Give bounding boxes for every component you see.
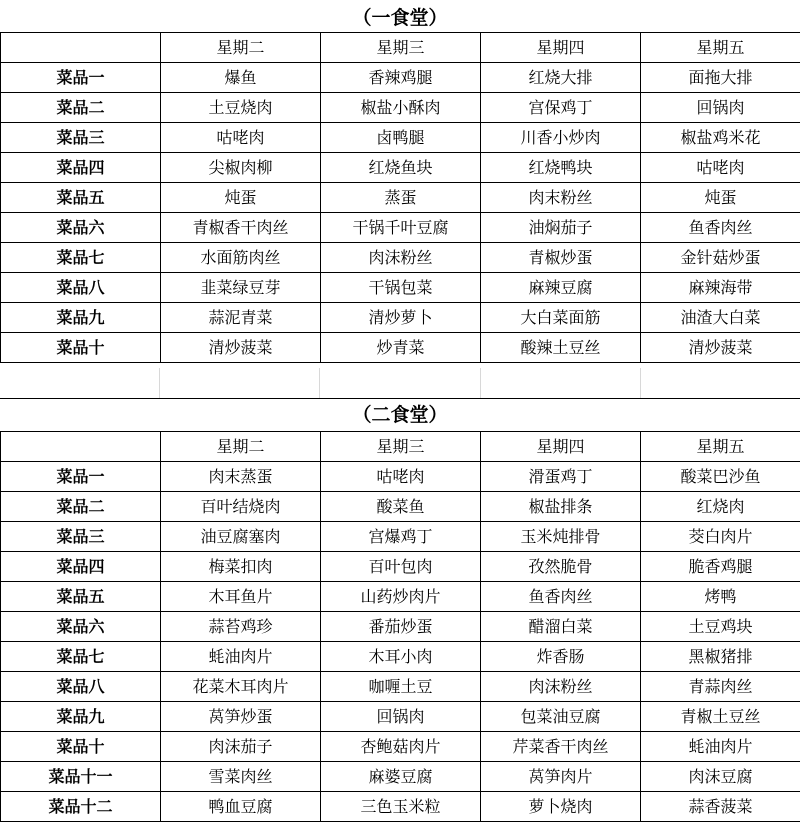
- dish-row-label: 菜品四: [1, 153, 161, 183]
- dish-cell: 炸香肠: [481, 642, 641, 672]
- dish-cell: 酸菜巴沙鱼: [641, 462, 800, 492]
- table-row: [1, 642, 800, 672]
- dish-cell: 鱼香肉丝: [481, 582, 641, 612]
- dish-cell: 肉末蒸蛋: [161, 462, 321, 492]
- dish-row-label: 菜品七: [1, 243, 161, 273]
- table-row: [1, 63, 800, 93]
- dish-cell: 酸辣土豆丝: [481, 333, 641, 363]
- dish-cell: 卤鸭腿: [321, 123, 481, 153]
- dish-row-label: 菜品十一: [1, 762, 161, 792]
- dish-cell: 油焖茄子: [481, 213, 641, 243]
- dish-row-label: 菜品六: [1, 612, 161, 642]
- dish-cell: 麻辣豆腐: [481, 273, 641, 303]
- dish-cell: 烤鸭: [641, 582, 800, 612]
- day-header: 星期五: [641, 33, 800, 63]
- dish-cell: 花菜木耳肉片: [161, 672, 321, 702]
- dish-cell: 咕咾肉: [641, 153, 800, 183]
- day-header: 星期三: [321, 33, 481, 63]
- dish-row-label: 菜品十二: [1, 792, 161, 822]
- day-header: 星期五: [641, 432, 800, 462]
- dish-cell: 韭菜绿豆芽: [161, 273, 321, 303]
- dish-row-label: 菜品一: [1, 462, 161, 492]
- dish-cell: 油豆腐塞肉: [161, 522, 321, 552]
- table-row: [1, 123, 800, 153]
- dish-cell: 木耳鱼片: [161, 582, 321, 612]
- table-row: [1, 762, 800, 792]
- dish-cell: 咕咾肉: [321, 462, 481, 492]
- dish-cell: 红烧肉: [641, 492, 800, 522]
- dish-cell: 麻辣海带: [641, 273, 800, 303]
- dish-cell: 宫爆鸡丁: [321, 522, 481, 552]
- dish-cell: 三色玉米粒: [321, 792, 481, 822]
- dish-cell: 青椒香干肉丝: [161, 213, 321, 243]
- dish-cell: 炖蛋: [161, 183, 321, 213]
- dish-cell: 蒜泥青菜: [161, 303, 321, 333]
- corner-cell: [1, 33, 161, 63]
- canteen1-menu-table: [0, 32, 800, 363]
- dish-row-label: 菜品十: [1, 333, 161, 363]
- table-row: [1, 93, 800, 123]
- dish-cell: 杏鲍菇肉片: [321, 732, 481, 762]
- dish-cell: 宫保鸡丁: [481, 93, 641, 123]
- canteen2-menu-table: [0, 431, 800, 822]
- dish-cell: 红烧鸭块: [481, 153, 641, 183]
- dish-cell: 麻婆豆腐: [321, 762, 481, 792]
- dish-cell: 木耳小肉: [321, 642, 481, 672]
- dish-cell: 肉沫粉丝: [481, 672, 641, 702]
- dish-cell: 面拖大排: [641, 63, 800, 93]
- dish-cell: 百叶包肉: [321, 552, 481, 582]
- dish-row-label: 菜品六: [1, 213, 161, 243]
- dish-cell: 百叶结烧肉: [161, 492, 321, 522]
- dish-cell: 红烧大排: [481, 63, 641, 93]
- dish-cell: 肉沫豆腐: [641, 762, 800, 792]
- dish-cell: 芹菜香干肉丝: [481, 732, 641, 762]
- spacer-row: [0, 368, 800, 399]
- dish-cell: 蒜苔鸡珍: [161, 612, 321, 642]
- dish-cell: 莴笋肉片: [481, 762, 641, 792]
- canteen2-title: （二食堂）: [352, 404, 448, 426]
- table-row: [1, 582, 800, 612]
- dish-cell: 包菜油豆腐: [481, 702, 641, 732]
- dish-row-label: 菜品九: [1, 702, 161, 732]
- dish-cell: 干锅包菜: [321, 273, 481, 303]
- dish-cell: 滑蛋鸡丁: [481, 462, 641, 492]
- dish-cell: 炒青菜: [321, 333, 481, 363]
- table-row: [1, 702, 800, 732]
- dish-cell: 青椒炒蛋: [481, 243, 641, 273]
- dish-cell: 大白菜面筋: [481, 303, 641, 333]
- dish-row-label: 菜品十: [1, 732, 161, 762]
- dish-cell: 青蒜肉丝: [641, 672, 800, 702]
- dish-cell: 回锅肉: [641, 93, 800, 123]
- dish-row-label: 菜品三: [1, 522, 161, 552]
- canteen1-title: （一食堂）: [352, 7, 448, 29]
- dish-cell: 干锅千叶豆腐: [321, 213, 481, 243]
- dish-cell: 玉米炖排骨: [481, 522, 641, 552]
- dish-cell: 清炒菠菜: [161, 333, 321, 363]
- dish-cell: 炖蛋: [641, 183, 800, 213]
- dish-cell: 番茄炒蛋: [321, 612, 481, 642]
- dish-cell: 蚝油肉片: [161, 642, 321, 672]
- dish-cell: 脆香鸡腿: [641, 552, 800, 582]
- dish-row-label: 菜品二: [1, 492, 161, 522]
- dish-cell: 椒盐鸡米花: [641, 123, 800, 153]
- dish-cell: 莴笋炒蛋: [161, 702, 321, 732]
- dish-cell: 回锅肉: [321, 702, 481, 732]
- dish-cell: 醋溜白菜: [481, 612, 641, 642]
- dish-cell: 梅菜扣肉: [161, 552, 321, 582]
- day-header: 星期三: [321, 432, 481, 462]
- dish-cell: 香辣鸡腿: [321, 63, 481, 93]
- table-row: [1, 792, 800, 822]
- dish-cell: 孜然脆骨: [481, 552, 641, 582]
- dish-row-label: 菜品七: [1, 642, 161, 672]
- dish-cell: 蚝油肉片: [641, 732, 800, 762]
- dish-cell: 萝卜烧肉: [481, 792, 641, 822]
- dish-row-label: 菜品八: [1, 672, 161, 702]
- dish-cell: 清炒菠菜: [641, 333, 800, 363]
- dish-cell: 鱼香肉丝: [641, 213, 800, 243]
- header-row: [1, 33, 800, 63]
- day-header: 星期二: [161, 33, 321, 63]
- table-row: [1, 732, 800, 762]
- table-row: [1, 672, 800, 702]
- dish-row-label: 菜品二: [1, 93, 161, 123]
- day-header: 星期四: [481, 432, 641, 462]
- table-row: [1, 273, 800, 303]
- dish-cell: 茭白肉片: [641, 522, 800, 552]
- dish-cell: 金针菇炒蛋: [641, 243, 800, 273]
- table-row: [1, 303, 800, 333]
- dish-cell: 尖椒肉柳: [161, 153, 321, 183]
- table-row: [1, 333, 800, 363]
- dish-cell: 酸菜鱼: [321, 492, 481, 522]
- dish-row-label: 菜品九: [1, 303, 161, 333]
- dish-cell: 椒盐排条: [481, 492, 641, 522]
- dish-row-label: 菜品三: [1, 123, 161, 153]
- dish-cell: 黑椒猪排: [641, 642, 800, 672]
- dish-cell: 鸭血豆腐: [161, 792, 321, 822]
- dish-cell: 水面筋肉丝: [161, 243, 321, 273]
- dish-cell: 肉沫粉丝: [321, 243, 481, 273]
- day-header: 星期二: [161, 432, 321, 462]
- dish-cell: 红烧鱼块: [321, 153, 481, 183]
- dish-row-label: 菜品一: [1, 63, 161, 93]
- dish-cell: 咕咾肉: [161, 123, 321, 153]
- corner-cell: [1, 432, 161, 462]
- dish-row-label: 菜品五: [1, 582, 161, 612]
- dish-cell: 雪菜肉丝: [161, 762, 321, 792]
- dish-cell: 土豆鸡块: [641, 612, 800, 642]
- table-row: [1, 243, 800, 273]
- dish-cell: 爆鱼: [161, 63, 321, 93]
- table-row: [1, 552, 800, 582]
- table-row: [1, 153, 800, 183]
- dish-cell: 山药炒肉片: [321, 582, 481, 612]
- dish-cell: 蒸蛋: [321, 183, 481, 213]
- table-row: [1, 522, 800, 552]
- dish-cell: 土豆烧肉: [161, 93, 321, 123]
- dish-row-label: 菜品五: [1, 183, 161, 213]
- dish-cell: 咖喱土豆: [321, 672, 481, 702]
- dish-row-label: 菜品八: [1, 273, 161, 303]
- header-row: [1, 432, 800, 462]
- table-row: [1, 213, 800, 243]
- table-row: [1, 612, 800, 642]
- table-row: [1, 183, 800, 213]
- day-header: 星期四: [481, 33, 641, 63]
- dish-cell: 清炒萝卜: [321, 303, 481, 333]
- table-row: [1, 462, 800, 492]
- dish-cell: 油渣大白菜: [641, 303, 800, 333]
- table-row: [1, 492, 800, 522]
- dish-cell: 青椒土豆丝: [641, 702, 800, 732]
- dish-row-label: 菜品四: [1, 552, 161, 582]
- dish-cell: 椒盐小酥肉: [321, 93, 481, 123]
- dish-cell: 蒜香菠菜: [641, 792, 800, 822]
- dish-cell: 肉末粉丝: [481, 183, 641, 213]
- dish-cell: 肉沫茄子: [161, 732, 321, 762]
- dish-cell: 川香小炒肉: [481, 123, 641, 153]
